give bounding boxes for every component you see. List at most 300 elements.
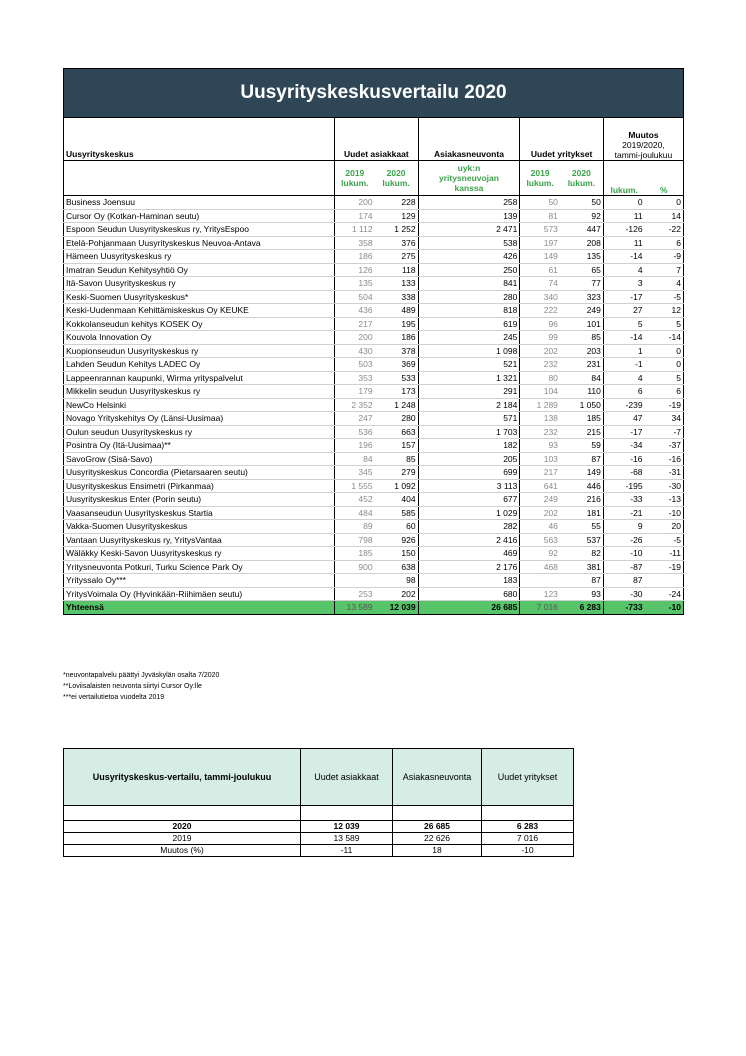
- cell-advice: 619: [418, 317, 520, 331]
- cell-advice: 182: [418, 439, 520, 453]
- cell-customers-2019: 504: [335, 290, 375, 304]
- cell-change-count: 1: [603, 344, 644, 358]
- cell-companies-2020: 110: [560, 385, 603, 399]
- cell-companies-2020: 537: [560, 533, 603, 547]
- summary-cell: -10: [482, 845, 574, 857]
- subheader-year: 2020: [386, 168, 406, 178]
- cell-customers-2020: 98: [375, 574, 418, 588]
- cell-customers-2019: 89: [335, 520, 375, 534]
- cell-companies-2019: 61: [520, 263, 560, 277]
- cell-change-pct: [645, 574, 684, 588]
- table-row: [64, 533, 684, 547]
- cell-row-name: Oulun seudun Uusyrityskeskus ry: [64, 425, 335, 439]
- cell-customers-2019: 536: [335, 425, 375, 439]
- cell-change-pct: 6: [645, 236, 684, 250]
- cell-advice: 282: [418, 520, 520, 534]
- cell-advice: 841: [418, 277, 520, 291]
- cell-companies-2019: 202: [520, 344, 560, 358]
- cell-change-count: 5: [603, 317, 644, 331]
- table-row: [64, 223, 684, 237]
- cell-companies-2020: 82: [560, 547, 603, 561]
- cell-customers-2019: 185: [335, 547, 375, 561]
- cell-row-name: Keski-Suomen Uusyrityskeskus*: [64, 290, 335, 304]
- cell-companies-2020: 84: [560, 371, 603, 385]
- table-row: [64, 412, 684, 426]
- cell-row-name: Itä-Savon Uusyrityskeskus ry: [64, 277, 335, 291]
- table-row: [64, 385, 684, 399]
- cell-companies-2019: 138: [520, 412, 560, 426]
- cell-change-count: -16: [603, 452, 644, 466]
- cell-customers-2019: 135: [335, 277, 375, 291]
- cell-customers-2020: 12 039: [375, 601, 418, 615]
- cell-companies-2020: 87: [560, 574, 603, 588]
- summary-header-companies: Uudet yritykset: [482, 749, 574, 806]
- cell-change-pct: -16: [645, 452, 684, 466]
- cell-row-name: Etelä-Pohjanmaan Uusyrityskeskus Neuvoa-Antava: [64, 236, 335, 250]
- cell-change-count: 11: [603, 209, 644, 223]
- header-customers: Uudet asiakkaat: [335, 118, 419, 161]
- cell-row-name: Uusyrityskeskus Enter (Porin seutu): [64, 493, 335, 507]
- cell-advice: 2 416: [418, 533, 520, 547]
- cell-customers-2020: 663: [375, 425, 418, 439]
- header-name: Uusyrityskeskus: [64, 118, 335, 161]
- cell-advice: 699: [418, 466, 520, 480]
- cell-companies-2019: 641: [520, 479, 560, 493]
- table-row: [64, 304, 684, 318]
- table-row: [64, 479, 684, 493]
- footnote: ***ei vertailutietoa vuodelta 2019: [63, 694, 165, 701]
- cell-customers-2019: 798: [335, 533, 375, 547]
- cell-companies-2019: 232: [520, 358, 560, 372]
- subheader-blank: [64, 161, 335, 196]
- cell-row-name: Mikkelin seudun Uusyrityskeskus ry: [64, 385, 335, 399]
- subheader-customers-2020: [375, 161, 418, 196]
- cell-change-pct: -5: [645, 290, 684, 304]
- cell-companies-2020: 101: [560, 317, 603, 331]
- cell-customers-2020: 1 252: [375, 223, 418, 237]
- subheader-unit: lukum.: [610, 185, 638, 195]
- cell-customers-2019: 247: [335, 412, 375, 426]
- cell-customers-2019: 430: [335, 344, 375, 358]
- cell-change-count: -195: [603, 479, 644, 493]
- cell-row-name: Vakka-Suomen Uusyrityskeskus: [64, 520, 335, 534]
- cell-customers-2020: 85: [375, 452, 418, 466]
- cell-companies-2020: 55: [560, 520, 603, 534]
- summary-header-title: Uusyrityskeskus-vertailu, tammi-joulukuu: [64, 749, 301, 806]
- summary-table: [63, 748, 574, 857]
- summary-spacer: [64, 806, 301, 821]
- table-row: [64, 520, 684, 534]
- cell-row-name: Yrityssalo Oy***: [64, 574, 335, 588]
- table-row: [64, 236, 684, 250]
- cell-companies-2019: 217: [520, 466, 560, 480]
- cell-change-pct: -19: [645, 560, 684, 574]
- header-change-line2: 2019/2020,: [622, 140, 665, 150]
- cell-customers-2019: [335, 574, 375, 588]
- cell-companies-2020: 85: [560, 331, 603, 345]
- cell-companies-2020: 92: [560, 209, 603, 223]
- cell-row-name: Wäläkky Keski-Savon Uusyrityskeskus ry: [64, 547, 335, 561]
- cell-companies-2020: 446: [560, 479, 603, 493]
- cell-companies-2019: 7 016: [520, 601, 560, 615]
- cell-customers-2019: 179: [335, 385, 375, 399]
- cell-companies-2020: 208: [560, 236, 603, 250]
- table-row: [64, 344, 684, 358]
- cell-companies-2019: 222: [520, 304, 560, 318]
- cell-companies-2019: 249: [520, 493, 560, 507]
- cell-companies-2020: 203: [560, 344, 603, 358]
- cell-companies-2020: 381: [560, 560, 603, 574]
- cell-customers-2020: 228: [375, 196, 418, 210]
- subheader-unit: lukum.: [567, 178, 596, 188]
- cell-companies-2019: 74: [520, 277, 560, 291]
- cell-advice: 469: [418, 547, 520, 561]
- cell-customers-2020: 533: [375, 371, 418, 385]
- subheader-year: 2019: [345, 168, 365, 178]
- table-row: [64, 317, 684, 331]
- table-row: [64, 331, 684, 345]
- cell-customers-2020: 280: [375, 412, 418, 426]
- cell-row-name: Novago Yrityskehitys Oy (Länsi-Uusimaa): [64, 412, 335, 426]
- cell-companies-2019: 92: [520, 547, 560, 561]
- table-row: [64, 574, 684, 588]
- cell-companies-2019: 468: [520, 560, 560, 574]
- cell-change-pct: -9: [645, 250, 684, 264]
- cell-customers-2019: 353: [335, 371, 375, 385]
- cell-customers-2020: 1 248: [375, 398, 418, 412]
- cell-advice: 2 471: [418, 223, 520, 237]
- table-row: [64, 452, 684, 466]
- cell-change-pct: 0: [645, 344, 684, 358]
- cell-row-name: Keski-Uudenmaan Kehittämiskeskus Oy KEUKE: [64, 304, 335, 318]
- subheader-year: 2019: [530, 168, 550, 178]
- cell-companies-2020: 1 050: [560, 398, 603, 412]
- cell-change-pct: -37: [645, 439, 684, 453]
- cell-companies-2019: 99: [520, 331, 560, 345]
- cell-companies-2020: 50: [560, 196, 603, 210]
- cell-advice: 139: [418, 209, 520, 223]
- subheader-pct: %: [659, 185, 668, 195]
- cell-row-name: Uusyrityskeskus Concordia (Pietarsaaren seutu): [64, 466, 335, 480]
- cell-companies-2020: 77: [560, 277, 603, 291]
- cell-change-pct: 7: [645, 263, 684, 277]
- header-change-line1: Muutos: [628, 130, 659, 140]
- cell-customers-2020: 202: [375, 587, 418, 601]
- table-row: [64, 250, 684, 264]
- cell-companies-2019: 104: [520, 385, 560, 399]
- cell-advice: 245: [418, 331, 520, 345]
- subheader-companies-2020: [560, 161, 603, 196]
- cell-row-name: YritysVoimala Oy (Hyvinkään-Riihimäen seutu): [64, 587, 335, 601]
- table-row: [64, 560, 684, 574]
- cell-customers-2020: 195: [375, 317, 418, 331]
- cell-companies-2020: 93: [560, 587, 603, 601]
- cell-change-count: 27: [603, 304, 644, 318]
- cell-companies-2019: 93: [520, 439, 560, 453]
- cell-companies-2019: 46: [520, 520, 560, 534]
- cell-companies-2019: 340: [520, 290, 560, 304]
- subheader-advice-line3: kanssa: [454, 183, 484, 193]
- cell-row-name: Vaasanseudun Uusyrityskeskus Startia: [64, 506, 335, 520]
- cell-advice: 26 685: [418, 601, 520, 615]
- total-row: [64, 601, 684, 615]
- table-row: [64, 371, 684, 385]
- cell-customers-2020: 60: [375, 520, 418, 534]
- cell-customers-2020: 369: [375, 358, 418, 372]
- cell-customers-2019: 2 352: [335, 398, 375, 412]
- cell-row-name: Cursor Oy (Kotkan-Haminan seutu): [64, 209, 335, 223]
- cell-row-name: Business Joensuu: [64, 196, 335, 210]
- cell-change-count: 87: [603, 574, 644, 588]
- cell-change-pct: -13: [645, 493, 684, 507]
- cell-customers-2020: 173: [375, 385, 418, 399]
- cell-row-name: Lahden Seudun Kehitys LADEC Oy: [64, 358, 335, 372]
- cell-row-name: Lappeenrannan kaupunki, Wirma yrityspalvelut: [64, 371, 335, 385]
- cell-row-name: Yritysneuvonta Potkuri, Turku Science Park Oy: [64, 560, 335, 574]
- subheader-companies-2019: [520, 161, 560, 196]
- cell-customers-2020: 378: [375, 344, 418, 358]
- cell-advice: 521: [418, 358, 520, 372]
- cell-change-pct: 34: [645, 412, 684, 426]
- cell-customers-2019: 900: [335, 560, 375, 574]
- footnotes: [63, 670, 219, 703]
- cell-change-pct: 6: [645, 385, 684, 399]
- cell-change-count: -10: [603, 547, 644, 561]
- summary-header-customers: Uudet asiakkaat: [301, 749, 393, 806]
- table-row: [64, 587, 684, 601]
- cell-change-pct: 12: [645, 304, 684, 318]
- cell-advice: 205: [418, 452, 520, 466]
- cell-companies-2019: 80: [520, 371, 560, 385]
- summary-row-label: Muutos (%): [64, 845, 301, 857]
- cell-customers-2019: 126: [335, 263, 375, 277]
- table-row: [64, 506, 684, 520]
- cell-companies-2020: 87: [560, 452, 603, 466]
- cell-change-count: 11: [603, 236, 644, 250]
- cell-change-pct: -14: [645, 331, 684, 345]
- cell-customers-2019: 358: [335, 236, 375, 250]
- summary-row-label: 2020: [64, 821, 301, 833]
- cell-customers-2019: 253: [335, 587, 375, 601]
- cell-advice: 291: [418, 385, 520, 399]
- table-row: [64, 196, 684, 210]
- subheader-advice-line2: yritysneuvojan: [438, 173, 499, 183]
- cell-companies-2019: 573: [520, 223, 560, 237]
- header-companies: Uudet yritykset: [520, 118, 604, 161]
- cell-advice: 3 113: [418, 479, 520, 493]
- cell-change-count: 4: [603, 371, 644, 385]
- table-row: [64, 547, 684, 561]
- cell-change-pct: -22: [645, 223, 684, 237]
- cell-customers-2019: 503: [335, 358, 375, 372]
- cell-customers-2019: 345: [335, 466, 375, 480]
- cell-companies-2020: 65: [560, 263, 603, 277]
- cell-row-name: Posintra Oy (Itä-Uusimaa)**: [64, 439, 335, 453]
- cell-customers-2020: 157: [375, 439, 418, 453]
- cell-advice: 1 321: [418, 371, 520, 385]
- summary-cell: 22 626: [393, 833, 482, 845]
- table-row: [64, 466, 684, 480]
- table-row: [64, 493, 684, 507]
- header-change-line3: tammi-joulukuu: [614, 150, 673, 160]
- cell-customers-2019: 452: [335, 493, 375, 507]
- summary-cell: 7 016: [482, 833, 574, 845]
- cell-change-count: -733: [603, 601, 644, 615]
- cell-companies-2020: 216: [560, 493, 603, 507]
- cell-companies-2020: 181: [560, 506, 603, 520]
- cell-companies-2020: 215: [560, 425, 603, 439]
- subheader-unit: lukum.: [341, 178, 369, 188]
- cell-customers-2019: 436: [335, 304, 375, 318]
- cell-advice: 2 176: [418, 560, 520, 574]
- page-title: Uusyrityskeskusvertailu 2020: [63, 68, 684, 118]
- cell-change-count: -1: [603, 358, 644, 372]
- cell-change-count: -26: [603, 533, 644, 547]
- cell-change-pct: -10: [645, 601, 684, 615]
- cell-customers-2020: 338: [375, 290, 418, 304]
- cell-row-name: Kouvola Innovation Oy: [64, 331, 335, 345]
- cell-change-pct: -11: [645, 547, 684, 561]
- cell-companies-2020: 149: [560, 466, 603, 480]
- cell-customers-2020: 133: [375, 277, 418, 291]
- subheader-year: 2020: [571, 168, 591, 178]
- subheader-change-count: [603, 161, 644, 196]
- cell-companies-2020: 249: [560, 304, 603, 318]
- summary-header-advice: Asiakasneuvonta: [393, 749, 482, 806]
- cell-advice: 426: [418, 250, 520, 264]
- cell-companies-2019: 81: [520, 209, 560, 223]
- cell-change-count: -14: [603, 331, 644, 345]
- cell-change-count: 6: [603, 385, 644, 399]
- subheader-advice-line1: uyk:n: [457, 163, 481, 173]
- cell-change-count: -33: [603, 493, 644, 507]
- cell-customers-2020: 926: [375, 533, 418, 547]
- cell-change-count: 3: [603, 277, 644, 291]
- summary-cell: 26 685: [393, 821, 482, 833]
- cell-row-name: Hämeen Uusyrityskeskus ry: [64, 250, 335, 264]
- cell-change-count: -14: [603, 250, 644, 264]
- cell-companies-2020: 59: [560, 439, 603, 453]
- cell-row-name: SavoGrow (Sisä-Savo): [64, 452, 335, 466]
- footnote: **Loviisalaisten neuvonta siirtyi Cursor Oy:lle: [63, 683, 202, 690]
- cell-change-pct: 5: [645, 371, 684, 385]
- cell-customers-2019: 196: [335, 439, 375, 453]
- summary-cell: -11: [301, 845, 393, 857]
- subheader-advice: [418, 161, 520, 196]
- cell-change-pct: 0: [645, 196, 684, 210]
- subheader-unit: lukum.: [382, 178, 410, 188]
- cell-change-count: -68: [603, 466, 644, 480]
- cell-row-name: NewCo Helsinki: [64, 398, 335, 412]
- cell-advice: 538: [418, 236, 520, 250]
- table-row: [64, 290, 684, 304]
- cell-row-name: Kokkolanseudun kehitys KOSEK Oy: [64, 317, 335, 331]
- subheader-customers-2019: [335, 161, 375, 196]
- cell-customers-2019: 200: [335, 196, 375, 210]
- cell-companies-2019: 149: [520, 250, 560, 264]
- cell-companies-2019: 1 289: [520, 398, 560, 412]
- cell-customers-2020: 279: [375, 466, 418, 480]
- cell-change-pct: -19: [645, 398, 684, 412]
- cell-change-count: -17: [603, 290, 644, 304]
- cell-row-name: Espoon Seudun Uusyrityskeskus ry, YritysEspoo: [64, 223, 335, 237]
- table-row: [64, 425, 684, 439]
- cell-customers-2019: 84: [335, 452, 375, 466]
- summary-row-label: 2019: [64, 833, 301, 845]
- cell-change-count: 47: [603, 412, 644, 426]
- cell-change-count: -126: [603, 223, 644, 237]
- subheader-change-pct: [645, 161, 684, 196]
- cell-advice: 571: [418, 412, 520, 426]
- comparison-table: [63, 118, 684, 615]
- summary-cell: 6 283: [482, 821, 574, 833]
- summary-cell: 18: [393, 845, 482, 857]
- cell-customers-2020: 129: [375, 209, 418, 223]
- header-change: [603, 118, 683, 161]
- cell-advice: 280: [418, 290, 520, 304]
- cell-change-pct: 4: [645, 277, 684, 291]
- cell-advice: 680: [418, 587, 520, 601]
- table-row: [64, 277, 684, 291]
- cell-change-pct: 0: [645, 358, 684, 372]
- header-advice: Asiakasneuvonta: [418, 118, 520, 161]
- cell-customers-2020: 404: [375, 493, 418, 507]
- cell-advice: 2 184: [418, 398, 520, 412]
- cell-companies-2019: 197: [520, 236, 560, 250]
- cell-advice: 1 029: [418, 506, 520, 520]
- cell-companies-2020: 135: [560, 250, 603, 264]
- cell-customers-2020: 585: [375, 506, 418, 520]
- cell-change-count: -30: [603, 587, 644, 601]
- cell-customers-2020: 275: [375, 250, 418, 264]
- cell-customers-2019: 200: [335, 331, 375, 345]
- cell-change-count: -239: [603, 398, 644, 412]
- cell-advice: 250: [418, 263, 520, 277]
- cell-change-pct: -30: [645, 479, 684, 493]
- cell-advice: 818: [418, 304, 520, 318]
- cell-advice: 677: [418, 493, 520, 507]
- summary-spacer: [301, 806, 393, 821]
- cell-customers-2019: 1 112: [335, 223, 375, 237]
- cell-companies-2019: 232: [520, 425, 560, 439]
- cell-companies-2019: [520, 574, 560, 588]
- subheader-unit: lukum.: [526, 178, 554, 188]
- cell-change-pct: 14: [645, 209, 684, 223]
- cell-companies-2020: 447: [560, 223, 603, 237]
- cell-change-pct: -31: [645, 466, 684, 480]
- cell-companies-2019: 123: [520, 587, 560, 601]
- cell-advice: 1 098: [418, 344, 520, 358]
- table-row: [64, 439, 684, 453]
- cell-change-count: -21: [603, 506, 644, 520]
- cell-change-pct: -7: [645, 425, 684, 439]
- cell-customers-2019: 13 589: [335, 601, 375, 615]
- summary-cell: 12 039: [301, 821, 393, 833]
- cell-change-pct: -5: [645, 533, 684, 547]
- cell-change-count: -17: [603, 425, 644, 439]
- cell-customers-2020: 376: [375, 236, 418, 250]
- cell-customers-2020: 186: [375, 331, 418, 345]
- cell-change-pct: -24: [645, 587, 684, 601]
- summary-cell: 13 589: [301, 833, 393, 845]
- cell-companies-2020: 6 283: [560, 601, 603, 615]
- table-row: [64, 398, 684, 412]
- cell-customers-2019: 1 555: [335, 479, 375, 493]
- cell-customers-2020: 1 092: [375, 479, 418, 493]
- cell-companies-2020: 185: [560, 412, 603, 426]
- table-row: [64, 209, 684, 223]
- cell-customers-2020: 489: [375, 304, 418, 318]
